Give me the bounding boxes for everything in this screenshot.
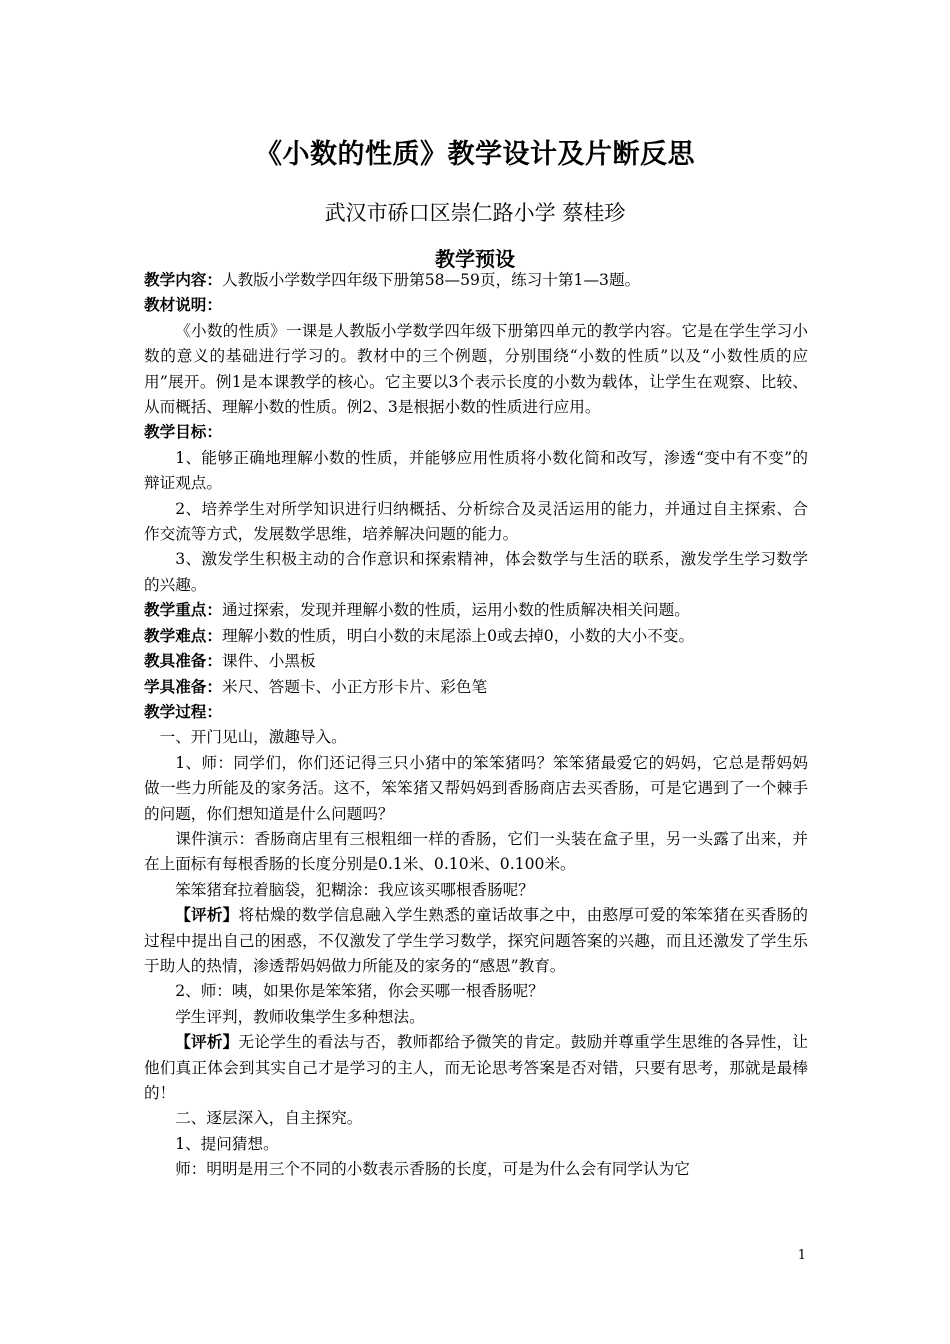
- content-label: 教学内容：: [144, 271, 222, 289]
- document-body: [144, 268, 808, 1183]
- teacher-tools-text: 课件、小黑板: [221, 652, 316, 671]
- commentary-label: 【评析】: [175, 906, 239, 925]
- teacher-tools-paragraph: [144, 649, 808, 674]
- process-paragraph: 1、提问猜想。: [175, 1134, 279, 1153]
- process-paragraph: 二、逐层深入，自主探究。: [175, 1109, 363, 1128]
- section-heading: 教学预设: [435, 247, 515, 271]
- commentary-text: 将枯燥的数学信息融入学生熟悉的童话故事之中，由憨厚可爱的笨笨猪在买香肠的过程中提出自己的困惑，不仅激发了学生学习数学，探究问题答案的兴趣，而且还激发了学生乐于助人的热情，渗透帮妈妈做力所能及的家务的“感恩”教育。: [144, 906, 808, 975]
- goals-label: 教学目标：: [144, 423, 222, 442]
- commentary-label: 【评析】: [175, 1033, 239, 1052]
- document-title: 《小数的性质》教学设计及片断反思: [255, 139, 695, 170]
- process-paragraph: 学生评判，教师收集学生多种想法。: [175, 1007, 425, 1026]
- difficulty-text: 理解小数的性质，明白小数的末尾添上0或去掉0，小数的大小不变。: [221, 626, 695, 645]
- content-text: 人教版小学数学四年级下册第58—59页，练习十第1—3题。: [221, 271, 641, 289]
- material-paragraph: 《小数的性质》一课是人教版小学数学四年级下册第四单元的教学内容。它是在学生学习小数的意义的基础进行学习的。教材中的三个例题，分别围绕“小数的性质”以及“小数性质的应用”展开。例1是本课教学的核心。它主要以3个表示长度的小数为载体，让学生在观察、比较、从而概括、理解小数的性质。例2、3是根据小数的性质进行应用。: [144, 321, 808, 417]
- student-tools-paragraph: [144, 675, 808, 700]
- commentary-paragraph: [144, 1030, 808, 1106]
- process-heading: [144, 700, 808, 725]
- goal-item: 2、培养学生对所学知识进行归纳概括、分析综合及灵活运用的能力，并通过自主探索、合作交流等方式，发展数学思维，培养解决问题的能力。: [144, 499, 808, 544]
- student-tools-text: 米尺、答题卡、小正方形卡片、彩色笔: [221, 677, 488, 696]
- process-paragraph: 1、师：同学们，你们还记得三只小猪中的笨笨猪吗？笨笨猪最爱它的妈妈，它总是帮妈妈做一些力所能及的家务活。这不，笨笨猪又帮妈妈到香肠商店去买香肠，可是它遇到了一个棘手的问题，你们想知道是什么问题吗？: [144, 753, 808, 823]
- process-paragraph: 2、师：咦，如果你是笨笨猪，你会买哪一根香肠呢？: [175, 982, 544, 1001]
- material-heading: [144, 293, 808, 318]
- process-paragraph: 师：明明是用三个不同的小数表示香肠的长度，可是为什么会有同学认为它: [175, 1160, 690, 1179]
- author-line: 武汉市硚口区崇仁路小学 蔡桂珍: [324, 201, 626, 225]
- commentary-text: 无论学生的看法与否，教师都给予微笑的肯定。鼓励并尊重学生思维的各异性，让他们真正体会到其实自己才是学习的主人，而无论思考答案是否对错，只要有思考，那就是最棒的！: [144, 1033, 808, 1102]
- key-point-paragraph: [144, 598, 808, 623]
- commentary-paragraph: [144, 903, 808, 979]
- goals-heading: [144, 420, 808, 445]
- content-paragraph: [144, 268, 808, 293]
- process-paragraph: 课件演示：香肠商店里有三根粗细一样的香肠，它们一头装在盒子里，另一头露了出来，并在上面标有每根香肠的长度分别是0.1米、0.10米、0.100米。: [144, 829, 808, 874]
- difficulty-label: 教学难点：: [144, 626, 222, 645]
- key-point-label: 教学重点：: [144, 601, 222, 620]
- goal-item: 1、能够正确地理解小数的性质，并能够应用性质将小数化简和改写，渗透“变中有不变”的辩证观点。: [144, 448, 808, 493]
- key-point-text: 通过探索，发现并理解小数的性质，运用小数的性质解决相关问题。: [221, 601, 690, 620]
- student-tools-label: 学具准备：: [144, 677, 222, 696]
- difficulty-paragraph: [144, 624, 808, 649]
- process-paragraph: 笨笨猪耷拉着脑袋，犯糊涂：我应该买哪根香肠呢？: [175, 880, 534, 899]
- teacher-tools-label: 教具准备：: [144, 652, 222, 671]
- process-paragraph: 一、开门见山，激趣导入。: [159, 728, 347, 747]
- goal-item: 3、激发学生积极主动的合作意识和探索精神，体会数学与生活的联系，激发学生学习数学的兴趣。: [144, 550, 808, 594]
- page-number: 1: [797, 1248, 806, 1263]
- process-label: 教学过程：: [144, 702, 222, 721]
- material-label: 教材说明：: [144, 296, 222, 315]
